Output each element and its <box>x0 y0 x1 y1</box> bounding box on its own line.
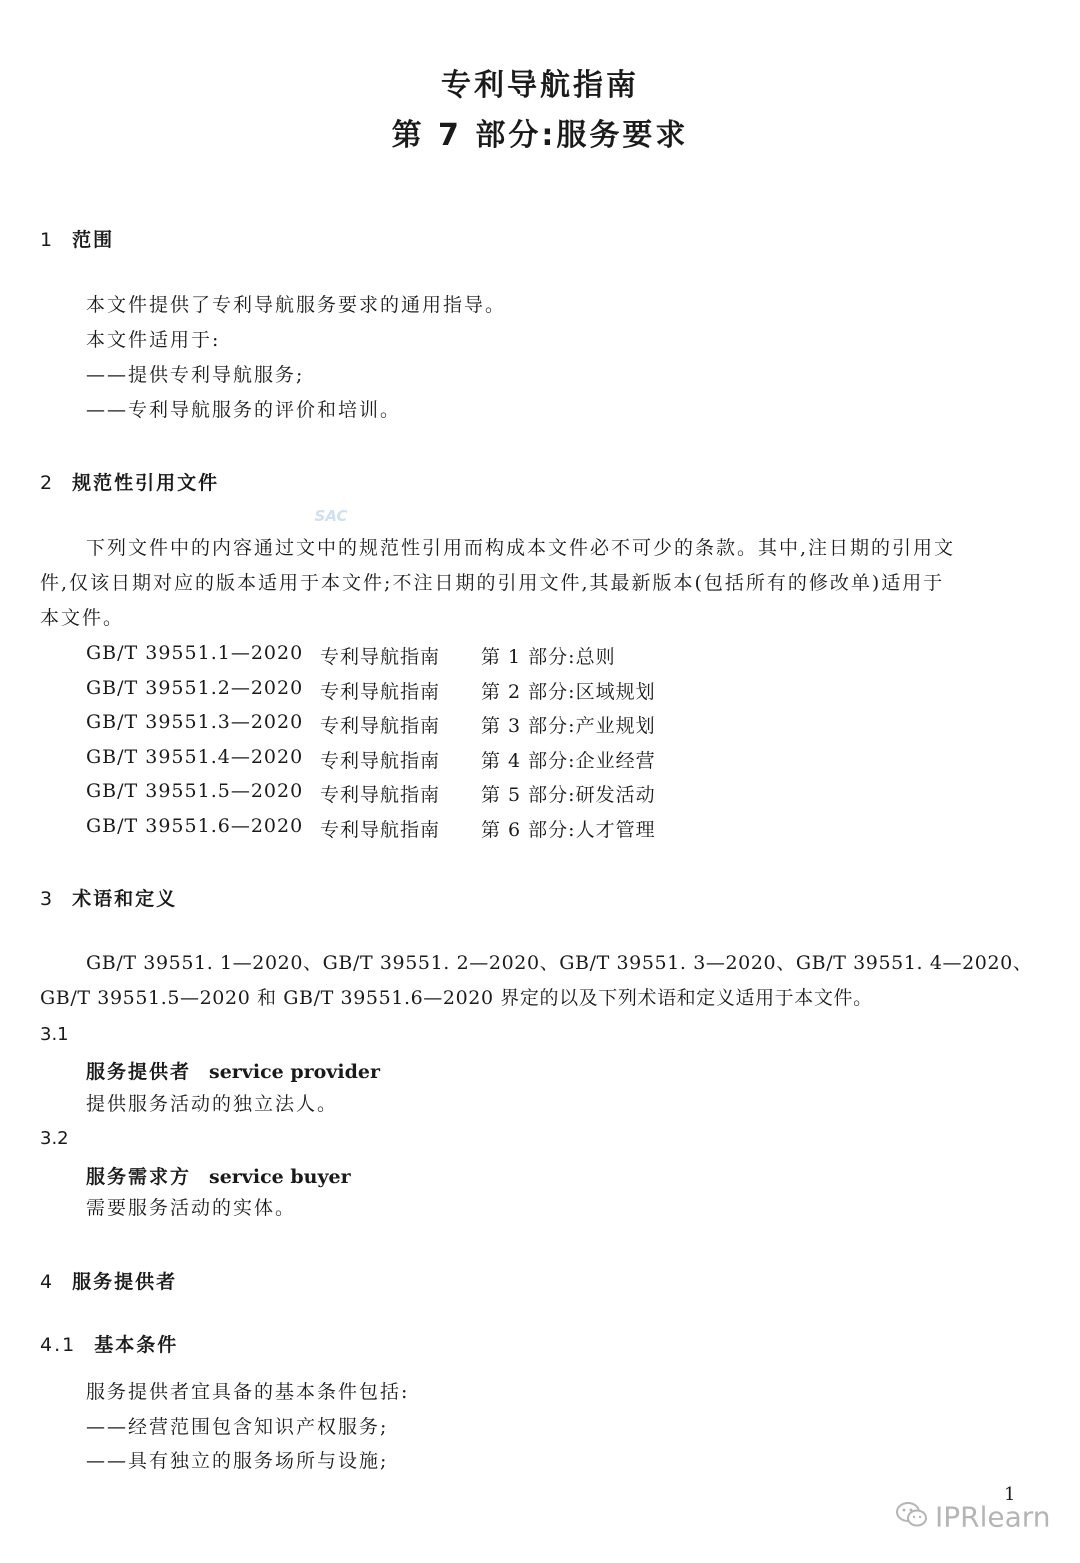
term-3-1-heading <box>86 1057 380 1084</box>
term-3-1-zh: 服务提供者 <box>86 1061 192 1083</box>
term-3-2-number: 3.2 <box>40 1128 69 1149</box>
section-1-para-1: 本文件提供了专利导航服务要求的通用指导。 <box>86 294 507 316</box>
section-4-title: 服务提供者 <box>72 1271 178 1293</box>
section-2-para-line-3: 本文件。 <box>40 607 125 629</box>
page-number: 1 <box>1004 1484 1016 1505</box>
term-3-2-heading <box>86 1162 351 1189</box>
term-3-1-definition: 提供服务活动的独立法人。 <box>86 1093 339 1115</box>
term-3-1-number: 3.1 <box>40 1024 69 1045</box>
section-4-number: 4 <box>40 1271 55 1293</box>
reference-row <box>86 642 786 668</box>
section-1-heading <box>40 225 114 252</box>
section-1-list-item-2: ——专利导航服务的评价和培训。 <box>86 399 402 421</box>
section-2-title: 规范性引用文件 <box>72 472 220 494</box>
reference-title: 专利导航指南 <box>320 715 441 737</box>
section-1-list-item-1: ——提供专利导航服务; <box>86 364 305 386</box>
reference-part: 第 1 部分:总则 <box>481 646 616 668</box>
reference-part: 第 5 部分:研发活动 <box>481 784 656 806</box>
reference-code: GB/T 39551.2—2020 <box>86 677 304 699</box>
reference-part: 第 4 部分:企业经营 <box>481 750 656 772</box>
wechat-icon <box>895 1500 929 1537</box>
reference-row <box>86 677 786 703</box>
section-1-para-2: 本文件适用于: <box>86 329 221 351</box>
section-2-para-line-2: 件,仅该日期对应的版本适用于本文件;不注日期的引用文件,其最新版本(包括所有的修改单)适用于 <box>40 572 945 594</box>
term-3-2-definition: 需要服务活动的实体。 <box>86 1197 297 1219</box>
sac-watermark-logo: SAC <box>314 507 348 525</box>
reference-row <box>86 780 786 806</box>
reference-row <box>86 746 786 772</box>
section-4-1-list-item-2: ——具有独立的服务场所与设施; <box>86 1450 389 1472</box>
section-4-1-number: 4.1 <box>40 1334 77 1356</box>
wechat-watermark-text: IPRlearn <box>935 1500 1051 1534</box>
section-4-1-para-1: 服务提供者宜具备的基本条件包括: <box>86 1381 410 1403</box>
reference-row <box>86 711 786 737</box>
reference-code: GB/T 39551.1—2020 <box>86 642 304 664</box>
reference-code: GB/T 39551.3—2020 <box>86 711 304 733</box>
reference-part: 第 2 部分:区域规划 <box>481 681 656 703</box>
reference-title: 专利导航指南 <box>320 646 441 668</box>
section-1-number: 1 <box>40 229 55 251</box>
reference-row <box>86 815 786 841</box>
term-3-2-zh: 服务需求方 <box>86 1166 192 1188</box>
section-4-heading <box>40 1267 177 1294</box>
reference-title: 专利导航指南 <box>320 819 441 841</box>
section-1-title: 范围 <box>72 229 115 251</box>
section-3-title: 术语和定义 <box>72 888 178 910</box>
doc-title-line1: 专利导航指南 <box>441 68 639 103</box>
doc-title-line2: 第 7 部分:服务要求 <box>391 118 689 153</box>
section-2-heading <box>40 468 219 495</box>
reference-code: GB/T 39551.5—2020 <box>86 780 304 802</box>
reference-part: 第 3 部分:产业规划 <box>481 715 656 737</box>
section-4-1-title: 基本条件 <box>94 1334 179 1356</box>
reference-title: 专利导航指南 <box>320 784 441 806</box>
section-4-1-list-item-1: ——经营范围包含知识产权服务; <box>86 1416 389 1438</box>
reference-title: 专利导航指南 <box>320 750 441 772</box>
section-2-para-line-1: 下列文件中的内容通过文中的规范性引用而构成本文件必不可少的条款。其中,注日期的引用文 <box>86 537 956 559</box>
term-3-1-en: service provider <box>209 1061 380 1083</box>
term-3-2-en: service buyer <box>209 1166 351 1188</box>
reference-code: GB/T 39551.6—2020 <box>86 815 304 837</box>
reference-code: GB/T 39551.4—2020 <box>86 746 304 768</box>
section-3-number: 3 <box>40 888 55 910</box>
section-4-1-heading <box>40 1330 178 1357</box>
section-3-heading <box>40 884 177 911</box>
wechat-watermark <box>895 1500 1051 1537</box>
section-3-para-line-2: GB/T 39551.5—2020 和 GB/T 39551.6—2020 界定的以及下列术语和定义适用于本文件。 <box>40 987 873 1009</box>
reference-title: 专利导航指南 <box>320 681 441 703</box>
reference-part: 第 6 部分:人才管理 <box>481 819 656 841</box>
section-3-para-line-1: GB/T 39551. 1—2020、GB/T 39551. 2—2020、GB/T 39551. 3—2020、GB/T 39551. 4—2020、 <box>86 952 1033 974</box>
section-2-number: 2 <box>40 472 55 494</box>
